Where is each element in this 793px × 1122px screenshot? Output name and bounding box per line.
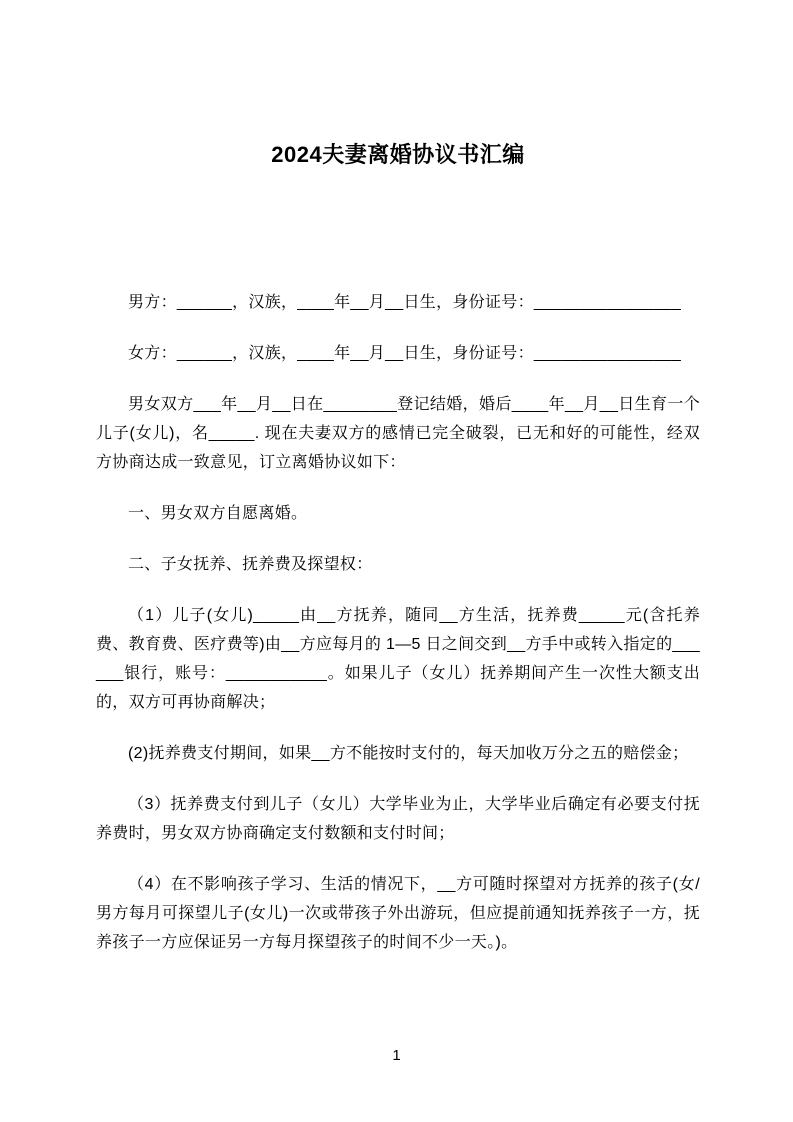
paragraph-clause-2-2: (2)抚养费支付期间，如果__方不能按时支付的，每天加收万分之五的赔偿金； bbox=[128, 745, 689, 762]
paragraph-clause-2-4: （4）在不影响孩子学习、生活的情况下，__方可随时探望对方抚养的孩子(女/男方每月可探望儿子(女儿)一次或带孩子外出游玩，但应提前通知抚养孩子一方，抚养孩子一方应保证另一方每月探望孩子的时间不少一天。)。 bbox=[96, 876, 700, 951]
document-title: 2024夫妻离婚协议书汇编 bbox=[271, 142, 525, 167]
paragraph-clause-2-1: （1）儿子(女儿)_____由__方抚养，随同__方生活，抚养费_____元(含托养费、教育费、医疗费等)由__方应每月的 1—5 日之间交到__方手中或转入指定的______银行，账号：___________。如果儿子（女儿）抚养期间产生一次性大额支出的，双方可再协商解决； bbox=[96, 607, 700, 711]
page-number: 1 bbox=[392, 1047, 401, 1064]
paragraph-intro: 男女双方___年__月__日在________登记结婚，婚后____年__月__日生育一个儿子(女儿)，名_____. 现在夫妻双方的感情已完全破裂，已无和好的可能性，经双方协商达成一致意见，订立离婚协议如下： bbox=[96, 396, 700, 471]
paragraph-clause-1: 一、男女双方自愿离婚。 bbox=[128, 505, 308, 522]
paragraph-party-female: 女方：______，汉族，____年__月__日生，身份证号：________________ bbox=[128, 345, 682, 362]
document-body bbox=[96, 140, 700, 979]
paragraph-clause-2-3: （3）抚养费支付到儿子（女儿）大学毕业为止，大学毕业后确定有必要支付抚养费时，男女双方协商确定支付数额和支付时间； bbox=[96, 796, 700, 842]
paragraph-clause-2: 二、子女抚养、抚养费及探望权： bbox=[128, 556, 373, 573]
paragraph-party-male: 男方：______，汉族，____年__月__日生，身份证号：________________ bbox=[128, 294, 682, 311]
